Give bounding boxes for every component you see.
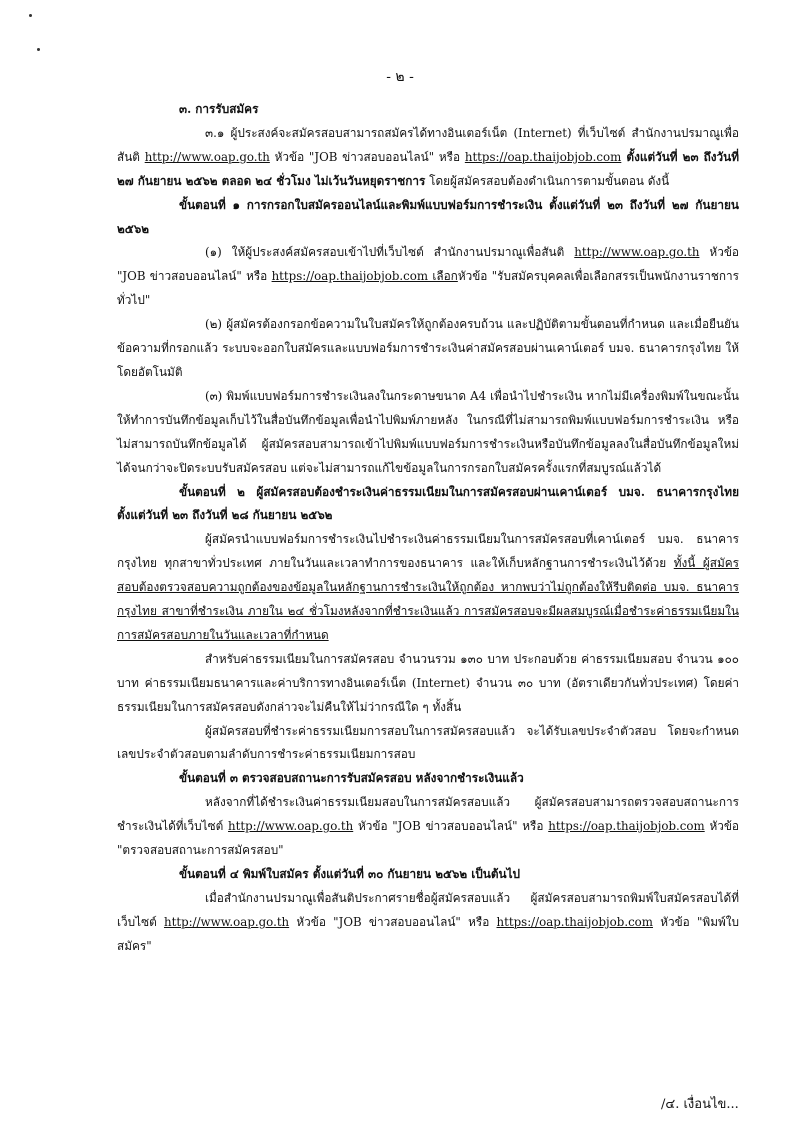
thaijobjob-link[interactable]: https://oap.thaijobjob.com	[464, 149, 622, 164]
step4-heading: ขั้นตอนที่ ๔ พิมพ์ใบสมัคร ตั้งแต่วันที่ ๓๐ กันยายน ๒๕๖๒ เป็นต้นไป	[179, 867, 521, 881]
step1-item3: (๓) พิมพ์แบบฟอร์มการชำระเงินลงในกระดาษขนาด A4 เพื่อนำไปชำระเงิน หากไม่มีเครื่องพิมพ์ในขณะนั้น ให้ทำการบันทึกข้อมูลเก็บไว้ในสื่อบันทึกข้อมูลเพื่อนำไปพิมพ์ภายหลัง ในกรณีที่ไม่สามารถพิมพ์แบบฟอร์มการชำระเงิน หรือไม่สามารถบันทึกข้อมูลได้ ผู้สมัครสอบสามารถเข้าไปพิมพ์แบบฟอร์มการชำระเงินหรือบันทึกข้อมูลลงในสื่อบันทึกข้อมูลใหม่ได้จนกว่าจะปิดระบบรับสมัครสอบ แต่จะไม่สามารถแก้ไขข้อมูลในการกรอกใบสมัครครั้งแรกที่สมบูรณ์แล้วได้	[117, 388, 739, 475]
step1-item1	[117, 241, 739, 313]
page-number: - ๒ -	[386, 69, 414, 85]
step2-paragraph1	[117, 528, 739, 648]
text: หัวข้อ "JOB ข่าวสอบออนไลน์" หรือ	[353, 819, 549, 834]
text: (๑) ให้ผู้ประสงค์สมัครสอบเข้าไปที่เว็บไซต์ สำนักงานปรมาณูเพื่อสันติ	[205, 245, 575, 260]
oap-link[interactable]: http://www.oap.go.th	[144, 149, 270, 164]
step1-item2: (๒) ผู้สมัครต้องกรอกข้อความในใบสมัครให้ถูกต้องครบถ้วน และปฏิบัติตามขั้นตอนที่กำหนด และเมื่อยืนยันข้อความที่กรอกแล้ว ระบบจะออกใบสมัครและแบบฟอร์มการชำระเงินค่าสมัครสอบผ่านเคาน์เตอร์ บมจ. ธนาคารกรุงไทย ให้โดยอัตโนมัติ	[117, 317, 739, 379]
thaijobjob-link[interactable]: https://oap.thaijobjob.com เลือก	[271, 269, 458, 284]
step4-paragraph	[117, 887, 739, 959]
text: หลังจากที่ได้ชำระเงินค่าธรรมเนียมสอบในการสมัครสอบแล้ว ผู้สมัครสอบสามารถตรวจสอบสถานะการชำระเงินได้ที่เว็บไซต์	[117, 795, 739, 834]
document-body	[117, 98, 739, 959]
text: หัวข้อ "รับสมัครบุคคลเพื่อเลือกสรรเป็นพนักงานราชการทั่วไป"	[117, 269, 739, 308]
oap-link[interactable]: http://www.oap.go.th	[228, 819, 354, 834]
step2-paragraph2: สำหรับค่าธรรมเนียมในการสมัครสอบ จำนวนรวม ๑๓๐ บาท ประกอบด้วย ค่าธรรมเนียมสอบ จำนวน ๑๐๐ บาท ค่าธรรมเนียมธนาคารและค่าบริการทางอินเตอร์เน็ต (Internet) จำนวน ๓๐ บาท (อัตราเดียวกันทั่วประเทศ) โดยค่าธรรมเนียมในการสมัครสอบดังกล่าวจะไม่คืนให้ไม่ว่ากรณีใด ๆ ทั้งสิ้น	[117, 651, 739, 714]
text: หัวข้อ "JOB ข่าวสอบออนไลน์" หรือ	[117, 245, 739, 284]
step1-heading: ขั้นตอนที่ ๑ การกรอกใบสมัครออนไลน์และพิมพ์แบบฟอร์มการชำระเงิน ตั้งแต่วันที่ ๒๓ ถึงวันที่ ๒๗ กันยายน ๒๕๖๒	[117, 197, 739, 236]
text: ๓.๑ ผู้ประสงค์จะสมัครสอบสามารถสมัครได้ทางอินเตอร์เน็ต (Internet) ที่เว็บไซต์ สำนักงานปรมาณูเพื่อสันติ	[117, 125, 739, 164]
oap-link[interactable]: http://www.oap.go.th	[163, 914, 290, 929]
oap-link[interactable]: http://www.oap.go.th	[574, 245, 700, 260]
scan-speck	[29, 14, 32, 17]
text: หัวข้อ "JOB ข่าวสอบออนไลน์" หรือ	[269, 149, 465, 164]
text: เมื่อสำนักงานปรมาณูเพื่อสันติประกาศรายชื่อผู้สมัครสอบแล้ว ผู้สมัครสอบสามารถพิมพ์ใบสมัครสอบได้ที่เว็บไซต์	[117, 890, 739, 929]
section-title: ๓. การรับสมัคร	[179, 102, 259, 116]
text: หัวข้อ "พิมพ์ใบสมัคร"	[117, 914, 739, 953]
thaijobjob-link[interactable]: https://oap.thaijobjob.com	[496, 914, 653, 929]
text: หัวข้อ "ตรวจสอบสถานะการสมัครสอบ"	[117, 819, 739, 858]
text: โดยผู้สมัครสอบต้องดำเนินการตามขั้นตอน ดังนี้	[425, 173, 670, 188]
step2-heading: ขั้นตอนที่ ๒ ผู้สมัครสอบต้องชำระเงินค่าธรรมเนียมในการสมัครสอบผ่านเคาน์เตอร์ บมจ. ธนาคารกรุงไทย ตั้งแต่วันที่ ๒๓ ถึงวันที่ ๒๘ กันยายน ๒๕๖๒	[117, 484, 739, 523]
step3-heading: ขั้นตอนที่ ๓ ตรวจสอบสถานะการรับสมัครสอบ หลังจากชำระเงินแล้ว	[179, 771, 524, 786]
date-range-text: ตั้งแต่วันที่ ๒๓ ถึงวันที่ ๒๗ กันยายน ๒๕๖๒ ตลอด ๒๔ ชั่วโมง ไม่เว้นวันหยุดราชการ	[117, 149, 739, 188]
thaijobjob-link[interactable]: https://oap.thaijobjob.com	[548, 819, 705, 834]
text: ผู้สมัครนำแบบฟอร์มการชำระเงินไปชำระเงินค่าธรรมเนียมในการสมัครสอบที่เคาน์เตอร์ บมจ. ธนาคารกรุงไทย ทุกสาขาทั่วประเทศ ภายในวันและเวลาทำการของธนาคาร และให้เก็บหลักฐานการชำระเงินไว้ด้วย	[117, 532, 739, 571]
text: หัวข้อ "JOB ข่าวสอบออนไลน์" หรือ	[289, 914, 497, 929]
step2-paragraph3: ผู้สมัครสอบที่ชำระค่าธรรมเนียมการสอบในการสมัครสอบแล้ว จะได้รับเลขประจำตัวสอบ โดยจะกำหนดเลขประจำตัวสอบตามลำดับการชำระค่าธรรมเนียมการสอบ	[117, 723, 739, 762]
scan-speck	[37, 48, 40, 51]
step3-paragraph	[117, 791, 739, 863]
continuation-reference: /๔. เงื่อนไข...	[661, 1097, 739, 1112]
underlined-notice: ทั้งนี้ ผู้สมัครสอบต้องตรวจสอบความถูกต้องของข้อมูลในหลักฐานการชำระเงินให้ถูกต้อง หากพบว่าไม่ถูกต้องให้รีบติดต่อ บมจ. ธนาคารกรุงไทย สาขาที่ชำระเงิน ภายใน ๒๔ ชั่วโมงหลังจากที่ชำระเงินแล้ว การสมัครสอบจะมีผลสมบูรณ์เมื่อชำระค่าธรรมเนียมในการสมัครสอบภายในวันและเวลาที่กำหนด	[117, 556, 739, 642]
paragraph-3-1	[117, 122, 739, 194]
